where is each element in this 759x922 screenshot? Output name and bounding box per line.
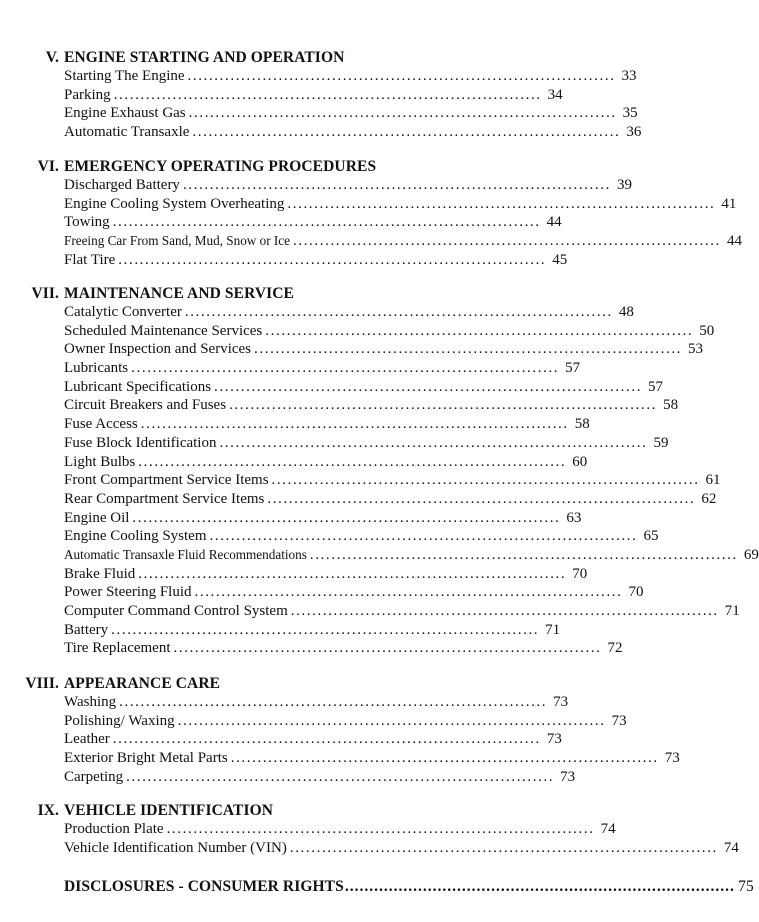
toc-entry[interactable] <box>64 471 721 490</box>
toc-section-vi <box>0 157 742 269</box>
page-number: 75 <box>738 878 754 895</box>
entry-label: Starting The Engine <box>64 68 185 84</box>
toc-entry[interactable] <box>64 768 576 787</box>
section-title: EMERGENCY OPERATING PROCEDURES <box>64 158 377 175</box>
section-heading <box>0 157 439 176</box>
entry-label: Production Plate <box>64 821 164 837</box>
page-number: 41 <box>721 195 737 212</box>
page-number: 39 <box>616 177 632 193</box>
dot-leader: ................................................................................ <box>287 195 716 212</box>
page-number: 69 <box>743 546 759 563</box>
page-number: 57 <box>648 378 664 395</box>
toc-entry[interactable] <box>64 820 616 839</box>
entry-label: Automatic Transaxle Fluid Recommendations <box>64 546 307 562</box>
toc-section-vii <box>0 284 759 658</box>
page-number: 33 <box>621 68 637 84</box>
entry-label: Polishing/ Waxing <box>64 712 175 729</box>
dot-leader: ................................................................................ <box>138 453 567 470</box>
dot-leader: ................................................................................ <box>209 528 638 545</box>
dot-leader: ................................................................................ <box>265 322 694 339</box>
entry-label: Brake Fluid <box>64 565 136 582</box>
toc-section-viii <box>0 674 680 786</box>
page-number: 72 <box>607 640 623 657</box>
page-number: 70 <box>628 584 644 601</box>
page-number: 44 <box>546 214 562 231</box>
toc-section-x <box>0 877 754 896</box>
entry-label: Fuse Block Identification <box>64 434 217 451</box>
toc-entry[interactable] <box>64 213 562 232</box>
page-number: 53 <box>688 341 704 358</box>
page-number: 73 <box>611 712 627 729</box>
entry-label: Discharged Battery <box>64 177 180 193</box>
page-number: 73 <box>664 750 680 767</box>
section-heading <box>0 674 439 693</box>
entry-label: Owner Inspection and Services <box>64 341 252 358</box>
dot-leader: ................................................................................ <box>111 621 540 638</box>
entry-label: Rear Compartment Service Items <box>64 490 265 507</box>
toc-entry[interactable] <box>64 195 737 214</box>
dot-leader: ................................................................................ <box>112 731 541 748</box>
page-number: 73 <box>553 694 569 710</box>
page-number: 74 <box>600 821 616 837</box>
dot-leader: ................................................................................ <box>293 233 721 250</box>
section-heading <box>0 801 439 820</box>
dot-leader: ................................................................................ <box>177 712 606 729</box>
entry-label: Front Compartment Service Items <box>64 472 269 489</box>
section-title: APPEARANCE CARE <box>64 675 221 692</box>
toc-entry[interactable] <box>64 693 569 712</box>
toc-entry[interactable] <box>64 839 739 858</box>
page-number: 36 <box>626 124 642 141</box>
page-number: 71 <box>545 621 561 638</box>
toc-entry[interactable] <box>64 359 581 378</box>
toc-entry[interactable] <box>64 453 588 472</box>
section-title-row <box>64 877 754 896</box>
entry-label: Computer Command Control System <box>64 603 288 619</box>
toc-section-v <box>0 48 642 142</box>
section-numeral: IX. <box>37 802 59 819</box>
entry-label: Scheduled Maintenance Services <box>64 322 263 339</box>
dot-leader: ................................................................................ <box>267 490 696 507</box>
section-numeral: V. <box>45 49 59 66</box>
toc-entry[interactable] <box>64 639 623 658</box>
toc-entry[interactable] <box>64 86 563 105</box>
entry-label: Circuit Breakers and Fuses <box>64 397 227 414</box>
toc-entry[interactable] <box>64 67 637 86</box>
section-numeral: VII. <box>31 285 59 302</box>
dot-leader: ................................................................................ <box>184 304 613 320</box>
toc-entry[interactable] <box>64 396 679 415</box>
dot-leader: ................................................................................ <box>194 584 623 601</box>
dot-leader: ................................................................................ <box>309 546 738 563</box>
page-number: 58 <box>574 416 590 433</box>
entry-label: Parking <box>64 86 111 103</box>
entry-label: Carpeting <box>64 768 124 785</box>
toc-entry[interactable] <box>64 546 759 565</box>
entry-label: Lubricants <box>64 360 129 377</box>
dot-leader: ................................................................................ <box>131 360 560 377</box>
dot-leader: ................................................................................ <box>112 214 541 231</box>
toc-entry[interactable] <box>64 232 742 251</box>
toc-entry[interactable] <box>64 104 638 123</box>
entry-label: Flat Tire <box>64 251 116 268</box>
toc-entry[interactable] <box>64 730 562 749</box>
dot-leader: ................................................................................ <box>230 750 659 767</box>
page-number: 50 <box>699 322 715 339</box>
page-number: 61 <box>705 472 721 489</box>
entry-label: Engine Oil <box>64 509 130 526</box>
dot-leader: ................................................................................ <box>126 768 555 785</box>
page-number: 59 <box>653 434 669 451</box>
entry-label: Power Steering Fluid <box>64 584 192 601</box>
dot-leader: ................................................................................ <box>254 341 683 358</box>
page-number: 62 <box>701 490 717 507</box>
section-numeral: VIII. <box>25 675 59 692</box>
toc-entry[interactable] <box>64 602 740 621</box>
dot-leader: ................................................................................ <box>132 509 561 526</box>
dot-leader: ................................................................................ <box>140 416 569 433</box>
entry-label: Leather <box>64 731 110 748</box>
toc-entry[interactable] <box>64 322 715 341</box>
entry-label: Engine Cooling System <box>64 528 207 545</box>
section-title: ENGINE STARTING AND OPERATION <box>64 49 345 66</box>
toc-entry[interactable] <box>64 415 590 434</box>
entry-label: Washing <box>64 694 117 710</box>
page-number: 71 <box>724 603 740 619</box>
entry-label: Catalytic Converter <box>64 304 182 320</box>
toc-entry[interactable] <box>64 565 588 584</box>
entry-label: Lubricant Specifications <box>64 378 212 395</box>
entry-label: Battery <box>64 621 109 638</box>
toc-entry[interactable] <box>64 621 561 640</box>
page-number: 60 <box>572 453 588 470</box>
entry-label: Freeing Car From Sand, Mud, Snow or Ice <box>64 233 290 249</box>
entry-label: Tire Replacement <box>64 640 171 657</box>
dot-leader: ................................................................................ <box>173 640 602 657</box>
entry-label: Light Bulbs <box>64 453 136 470</box>
toc-entry[interactable] <box>64 509 582 528</box>
dot-leader: ................................................................................ <box>166 821 595 837</box>
dot-leader: ................................................................................ <box>187 68 616 84</box>
dot-leader: ................................................................................ <box>229 397 658 414</box>
section-heading <box>0 284 439 303</box>
toc-entry[interactable] <box>64 176 632 195</box>
page-number: 57 <box>565 360 581 377</box>
toc-entry[interactable] <box>64 583 644 602</box>
toc-entry[interactable] <box>64 749 680 768</box>
section-heading <box>0 48 439 67</box>
page-number: 45 <box>552 251 568 268</box>
toc-entry[interactable] <box>64 434 669 453</box>
dot-leader: ................................................................................ <box>119 694 548 710</box>
toc-entry[interactable] <box>64 712 627 731</box>
dot-leader: ................................................................................ <box>138 565 567 582</box>
page-number: 63 <box>566 509 582 526</box>
entry-label: Fuse Access <box>64 416 138 433</box>
section-title: DISCLOSURES - CONSUMER RIGHTS <box>64 878 344 895</box>
dot-leader: ................................................................................ <box>182 177 611 193</box>
page-number: 70 <box>572 565 588 582</box>
page-number: 74 <box>723 839 739 856</box>
page-number: 65 <box>643 528 659 545</box>
dot-leader: ................................................................................ <box>271 472 700 489</box>
entry-label: Vehicle Identification Number (VIN) <box>64 839 287 856</box>
toc-entry[interactable] <box>64 527 659 546</box>
dot-leader: ................................................................................ <box>290 603 719 619</box>
toc-entry[interactable] <box>64 303 634 322</box>
page-number: 35 <box>622 105 638 122</box>
dot-leader: ................................................................................ <box>188 105 617 122</box>
toc-entry[interactable] <box>64 378 664 397</box>
page-number: 58 <box>663 397 679 414</box>
toc-entry[interactable] <box>64 123 642 142</box>
dot-leader: ................................................................................ <box>219 434 648 451</box>
entry-label: Automatic Transaxle <box>64 124 190 141</box>
section-title: MAINTENANCE AND SERVICE <box>64 285 294 302</box>
toc-entry[interactable] <box>64 251 568 270</box>
page-number: 73 <box>560 768 576 785</box>
section-heading[interactable] <box>0 877 754 896</box>
toc-entry[interactable] <box>64 490 717 509</box>
dot-leader: ................................................................................ <box>214 378 643 395</box>
page-number: 44 <box>727 233 742 250</box>
entry-label: Exterior Bright Metal Parts <box>64 750 228 767</box>
toc-entry[interactable] <box>64 340 704 359</box>
entry-label: Engine Cooling System Overheating <box>64 195 285 212</box>
toc-section-ix <box>0 801 739 857</box>
section-numeral: VI. <box>37 158 59 175</box>
dot-leader: ................................................................................ <box>192 124 621 141</box>
entry-label: Towing <box>64 214 110 231</box>
page-number: 48 <box>618 304 634 320</box>
section-title: VEHICLE IDENTIFICATION <box>64 802 274 819</box>
dot-leader: ................................................................................ <box>289 839 718 856</box>
page-number: 73 <box>546 731 562 748</box>
dot-leader: ................................................................................ <box>118 251 547 268</box>
dot-leader: ................................................................................ <box>113 86 542 103</box>
dot-leader: ................................................................................ <box>344 878 735 895</box>
entry-label: Engine Exhaust Gas <box>64 105 186 122</box>
page-number: 34 <box>547 86 563 103</box>
